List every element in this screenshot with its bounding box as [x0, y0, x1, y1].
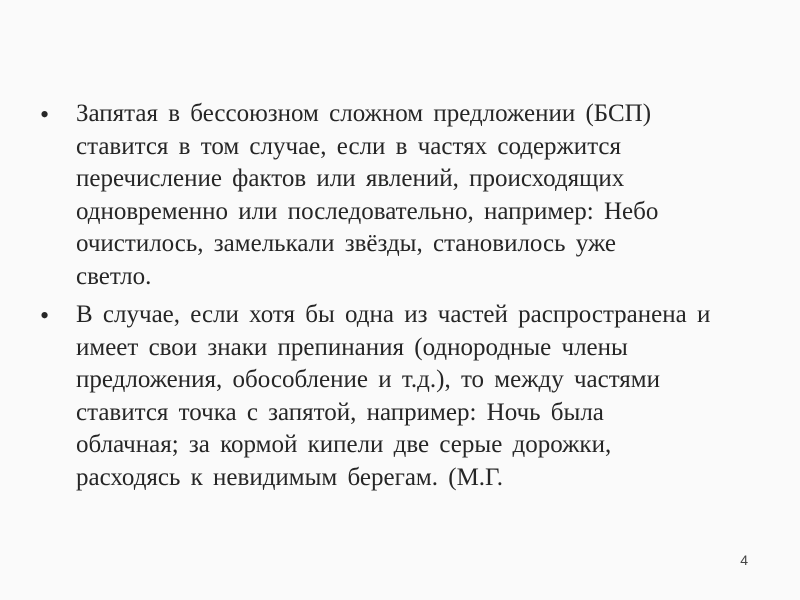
bullet-item-semicolon-rule: [40, 299, 760, 494]
text-line: очистилось, замелькали звёзды, становилось уже: [76, 230, 617, 257]
text-line: имеет свои знаки препинания (однородные члены: [76, 333, 628, 361]
text-line: ставится точка с запятой, например: Ночь была: [76, 398, 604, 426]
page-number: 4: [740, 552, 748, 568]
text-line: светло.: [76, 262, 152, 290]
text-line: ставится в том случае, если в частях содержится: [76, 132, 622, 160]
bullet-icon: •: [40, 301, 50, 330]
text-line: расходясь к невидимым берегам. (М.Г.: [76, 463, 503, 491]
bullet-icon: •: [40, 100, 50, 129]
text-line: одновременно или последовательно, например: Небо: [76, 197, 659, 225]
text-line: перечисление фактов или явлений, происходящих: [76, 165, 625, 192]
text-line: Запятая в бессоюзном сложном предложении (БСП): [76, 100, 652, 127]
bullet-item-comma-rule: [40, 98, 760, 293]
text-line: В случае, если хотя бы одна из частей распространена и: [76, 301, 711, 328]
text-line: облачная; за кормой кипели две серые дорожки,: [76, 431, 612, 458]
text-line: предложения, обособление и т.д.), то между частями: [76, 366, 661, 393]
bullet-list: [40, 98, 760, 500]
